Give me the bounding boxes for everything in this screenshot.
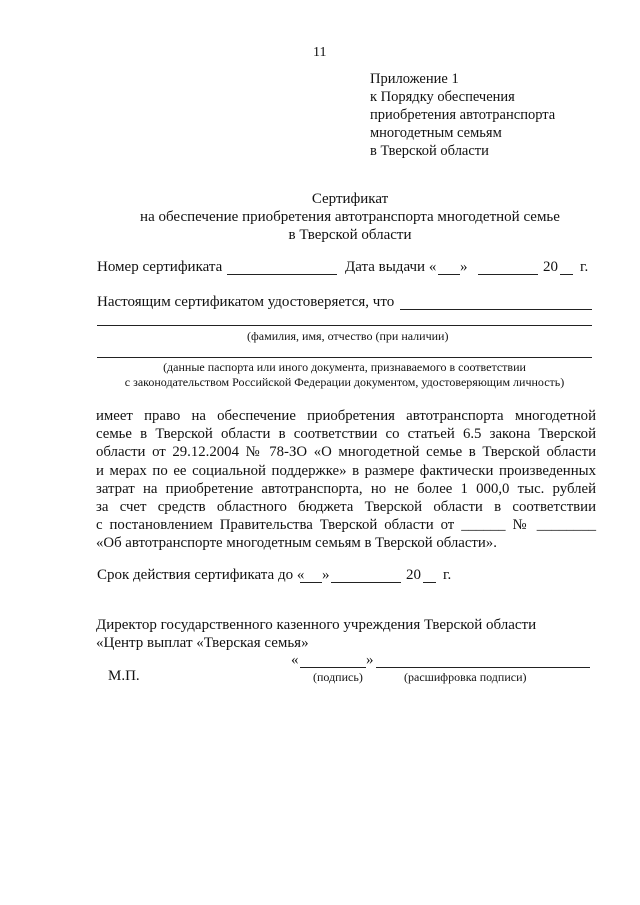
validity-year-prefix: 20 bbox=[406, 567, 421, 583]
sign-caption: (подпись) bbox=[313, 670, 363, 684]
body-line: затрат на приобретение автотранспорта, но не более 1 000,0 тыс. рублей bbox=[96, 480, 596, 497]
sign-quote-open: « bbox=[291, 652, 299, 668]
issue-year-blank bbox=[560, 274, 573, 275]
body-line: с постановлением Правительства Тверской области от ______ № ________ bbox=[96, 517, 596, 534]
certifies-label: Настоящим сертификатом удостоверяется, что bbox=[97, 294, 395, 310]
title-line-2: на обеспечение приобретения автотранспорта многодетной семье bbox=[140, 209, 560, 225]
body-line: за счет средств областного бюджета Тверской области в соответствии bbox=[96, 499, 596, 516]
document-title bbox=[0, 190, 640, 208]
passport-caption-line: с законодательством Российской Федерации документом, удостоверяющим личность) bbox=[124, 375, 565, 389]
passport-blank bbox=[97, 357, 592, 358]
issue-year-suffix: г. bbox=[580, 259, 589, 275]
signature-blank bbox=[300, 667, 366, 668]
director-org: «Центр выплат «Тверская семья» bbox=[96, 635, 309, 651]
issue-day-blank bbox=[438, 274, 460, 275]
body-line: имеет право на обеспечение приобретения автотранспорта многодетной bbox=[96, 408, 596, 424]
issue-date-quote-close: » bbox=[460, 259, 468, 275]
appendix-line: Приложение 1 bbox=[370, 71, 459, 87]
issue-year-prefix: 20 bbox=[543, 259, 558, 275]
passport-caption-line: (данные паспорта или иного документа, признаваемого в соответствии bbox=[163, 360, 526, 374]
validity-day-blank bbox=[300, 582, 322, 583]
title-line-3: в Тверской области bbox=[288, 227, 412, 243]
fio-caption: (фамилия, имя, отчество (при наличии) bbox=[247, 329, 449, 343]
validity-year-suffix: г. bbox=[443, 567, 452, 583]
body-line: области от 29.12.2004 № 78-ЗО «О многодетной семье в Тверской области bbox=[96, 444, 596, 461]
page-number: 11 bbox=[313, 45, 327, 60]
appendix-line: к Порядку обеспечения bbox=[370, 89, 515, 105]
passport-caption bbox=[97, 360, 592, 390]
validity-label: Срок действия сертификата до « bbox=[97, 567, 305, 583]
body-line: семье в Тверской области в соответствии со статьей 6.5 закона Тверской bbox=[96, 426, 596, 443]
director-title: Директор государственного казенного учреждения Тверской области bbox=[96, 617, 537, 633]
recipient-blank bbox=[400, 309, 592, 310]
decode-caption: (расшифровка подписи) bbox=[404, 670, 527, 684]
appendix-line: приобретения автотранспорта bbox=[370, 107, 556, 123]
validity-month-blank bbox=[331, 582, 401, 583]
validity-quote-close: » bbox=[322, 567, 330, 583]
cert-number-blank bbox=[227, 274, 337, 275]
cert-number-label: Номер сертификата bbox=[97, 259, 223, 275]
appendix-note bbox=[370, 70, 555, 160]
issue-date-label: Дата выдачи « bbox=[345, 259, 437, 275]
certificate-body bbox=[96, 407, 596, 553]
signature-decode-blank bbox=[376, 667, 590, 668]
fio-blank bbox=[97, 325, 592, 326]
body-line: и мерах по ее социальной поддержке» в размере фактически произведенных bbox=[96, 462, 596, 479]
issue-month-blank bbox=[478, 274, 538, 275]
stamp-label: М.П. bbox=[108, 668, 140, 684]
title-line-1: Сертификат bbox=[311, 191, 389, 207]
document-subtitle bbox=[0, 208, 640, 244]
sign-quote-close: » bbox=[366, 652, 374, 668]
appendix-line: в Тверской области bbox=[370, 143, 489, 159]
body-line: «Об автотранспорте многодетным семьям в Тверской области». bbox=[96, 535, 497, 552]
validity-year-blank bbox=[423, 582, 436, 583]
appendix-line: многодетным семьям bbox=[370, 125, 502, 141]
